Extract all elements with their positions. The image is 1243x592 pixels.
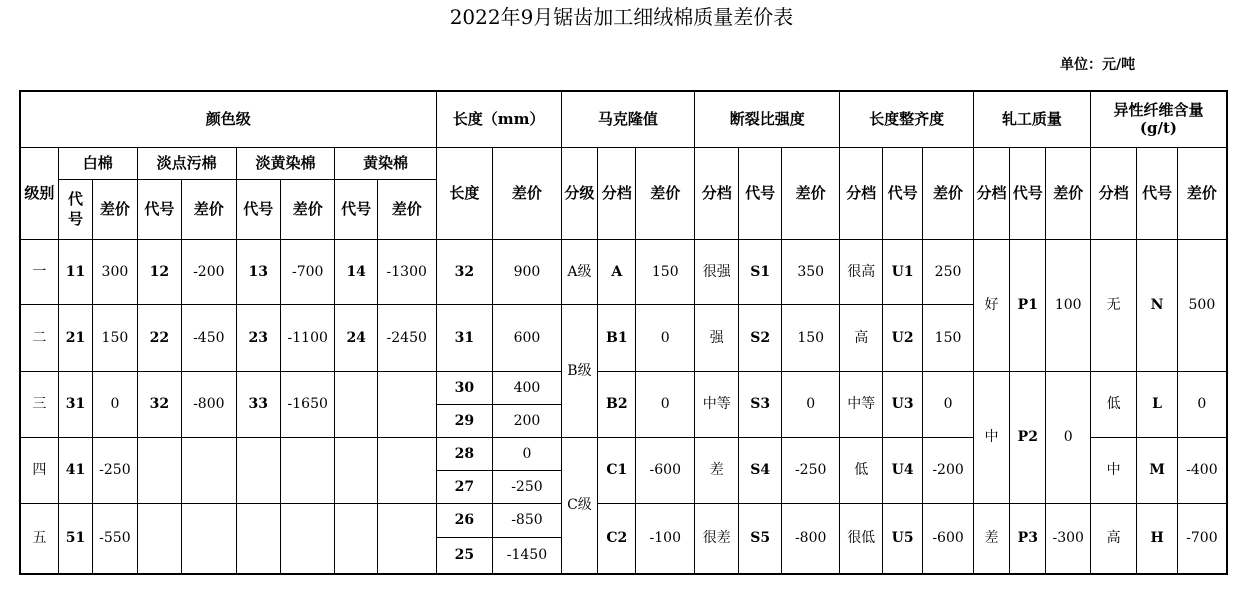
light-yellow-diff-cell: -700 — [280, 239, 335, 304]
uniformity-code-cell: U5 — [882, 503, 922, 574]
foreign-diff-cell: 0 — [1177, 371, 1227, 437]
white-diff-cell: 300 — [93, 239, 137, 304]
header-ginning: 轧工质量 — [973, 91, 1090, 147]
header-uniformity-tier: 分档 — [840, 147, 882, 239]
uniformity-diff-cell: 150 — [923, 304, 974, 371]
header-foreign-fiber-label: 异性纤维含量 — [1113, 101, 1204, 120]
strength-tier-cell: 很强 — [695, 239, 739, 304]
yellow-diff-cell — [377, 371, 436, 437]
foreign-diff-cell: -400 — [1177, 437, 1227, 503]
white-code-cell: 51 — [58, 503, 92, 574]
length-value-cell: 32 — [436, 239, 493, 304]
strength-tier-cell: 差 — [695, 437, 739, 503]
uniformity-code-cell: U4 — [882, 437, 922, 503]
price-difference-table — [19, 90, 1228, 575]
light-yellow-code-cell — [236, 437, 280, 503]
mic-grade-cell: A级 — [561, 239, 597, 304]
yellow-code-cell — [335, 437, 377, 503]
foreign-tier-cell: 无 — [1090, 239, 1136, 371]
light-yellow-diff-cell — [280, 503, 335, 574]
white-diff-cell: 0 — [93, 371, 137, 437]
yellow-diff-cell: -2450 — [377, 304, 436, 371]
strength-diff-cell: 150 — [781, 304, 840, 371]
strength-code-cell: S3 — [739, 371, 781, 437]
spot-code-cell — [137, 503, 181, 574]
uniformity-diff-cell: 250 — [923, 239, 974, 304]
header-spot-code: 代号 — [137, 179, 181, 239]
header-uniformity: 长度整齐度 — [840, 91, 973, 147]
header-foreign-fiber-unit: (g/t) — [1139, 119, 1178, 138]
header-uniformity-code: 代号 — [882, 147, 922, 239]
header-yellow-code: 代号 — [335, 179, 377, 239]
uniformity-diff-cell: -600 — [923, 503, 974, 574]
light-yellow-code-cell — [236, 503, 280, 574]
spot-code-cell — [137, 437, 181, 503]
header-strength-tier: 分档 — [695, 147, 739, 239]
strength-diff-cell: 0 — [781, 371, 840, 437]
ginning-code-cell: P3 — [1010, 503, 1046, 574]
uniformity-code-cell: U3 — [882, 371, 922, 437]
header-foreign-fiber — [1090, 91, 1227, 147]
mic-tier-cell: B2 — [598, 371, 636, 437]
header-color-grade: 颜色级 — [20, 91, 436, 147]
white-code-cell: 11 — [58, 239, 92, 304]
foreign-code-cell: L — [1137, 371, 1177, 437]
uniformity-code-cell: U2 — [882, 304, 922, 371]
strength-code-cell: S5 — [739, 503, 781, 574]
foreign-diff-cell: 500 — [1177, 239, 1227, 371]
strength-code-cell: S1 — [739, 239, 781, 304]
header-grade: 级别 — [20, 147, 58, 239]
header-foreign-tier: 分档 — [1090, 147, 1136, 239]
foreign-code-cell: M — [1137, 437, 1177, 503]
mic-tier-cell: A — [598, 239, 636, 304]
header-row-groups — [20, 91, 1227, 147]
header-strength-code: 代号 — [739, 147, 781, 239]
strength-diff-cell: 350 — [781, 239, 840, 304]
header-mic-tier: 分档 — [598, 147, 636, 239]
spot-diff-cell: -800 — [182, 371, 237, 437]
white-diff-cell: -550 — [93, 503, 137, 574]
unit-label: 单位：元/吨 — [1060, 57, 1136, 73]
header-ginning-tier: 分档 — [973, 147, 1009, 239]
length-value-cell: 31 — [436, 304, 493, 371]
ginning-tier-cell: 好 — [973, 239, 1009, 371]
mic-tier-cell: B1 — [598, 304, 636, 371]
header-length: 长度（mm） — [436, 91, 561, 147]
grade-cell: 二 — [20, 304, 58, 371]
header-mic-diff: 差价 — [636, 147, 695, 239]
header-light-yellow-diff: 差价 — [280, 179, 335, 239]
white-code-cell: 41 — [58, 437, 92, 503]
strength-tier-cell: 强 — [695, 304, 739, 371]
uniformity-diff-cell: 0 — [923, 371, 974, 437]
header-row-color-types — [20, 147, 1227, 179]
light-yellow-diff-cell: -1100 — [280, 304, 335, 371]
strength-tier-cell: 中等 — [695, 371, 739, 437]
spot-diff-cell — [182, 503, 237, 574]
header-white-diff: 差价 — [93, 179, 137, 239]
yellow-diff-cell — [377, 503, 436, 574]
length-value-cell: 27 — [436, 470, 493, 503]
mic-diff-cell: 0 — [636, 371, 695, 437]
uniformity-tier-cell: 很低 — [840, 503, 882, 574]
length-diff-cell: 0 — [493, 437, 562, 470]
header-white: 白棉 — [58, 147, 137, 179]
length-diff-cell: -850 — [493, 503, 562, 537]
header-white-code — [58, 179, 92, 239]
light-yellow-code-cell: 23 — [236, 304, 280, 371]
header-light-spot: 淡点污棉 — [137, 147, 236, 179]
foreign-tier-cell: 中 — [1090, 437, 1136, 503]
header-yellow-diff: 差价 — [377, 179, 436, 239]
length-diff-cell: 400 — [493, 371, 562, 404]
light-yellow-code-cell: 13 — [236, 239, 280, 304]
light-yellow-code-cell: 33 — [236, 371, 280, 437]
yellow-code-cell: 14 — [335, 239, 377, 304]
mic-tier-cell: C2 — [598, 503, 636, 574]
spot-diff-cell — [182, 437, 237, 503]
header-light-yellow-code: 代号 — [236, 179, 280, 239]
spot-code-cell: 22 — [137, 304, 181, 371]
header-strength-diff: 差价 — [781, 147, 840, 239]
ginning-code-cell: P2 — [1010, 371, 1046, 503]
header-light-yellow: 淡黄染棉 — [236, 147, 335, 179]
uniformity-code-cell: U1 — [882, 239, 922, 304]
header-foreign-diff: 差价 — [1177, 147, 1227, 239]
length-diff-cell: 600 — [493, 304, 562, 371]
ginning-tier-cell: 差 — [973, 503, 1009, 574]
length-value-cell: 29 — [436, 404, 493, 437]
yellow-code-cell: 24 — [335, 304, 377, 371]
length-value-cell: 26 — [436, 503, 493, 537]
ginning-diff-cell: 0 — [1046, 371, 1090, 503]
yellow-diff-cell: -1300 — [377, 239, 436, 304]
grade-cell: 四 — [20, 437, 58, 503]
spot-diff-cell: -450 — [182, 304, 237, 371]
table-row — [20, 239, 1227, 304]
grade-cell: 一 — [20, 239, 58, 304]
white-code-cell: 31 — [58, 371, 92, 437]
header-micronaire: 马克隆值 — [561, 91, 694, 147]
length-value-cell: 25 — [436, 537, 493, 574]
length-diff-cell: -250 — [493, 470, 562, 503]
header-length-value: 长度 — [436, 147, 493, 239]
mic-tier-cell: C1 — [598, 437, 636, 503]
strength-tier-cell: 很差 — [695, 503, 739, 574]
mic-diff-cell: 150 — [636, 239, 695, 304]
uniformity-tier-cell: 很高 — [840, 239, 882, 304]
grade-cell: 三 — [20, 371, 58, 437]
header-yellow: 黄染棉 — [335, 147, 436, 179]
mic-diff-cell: 0 — [636, 304, 695, 371]
uniformity-tier-cell: 中等 — [840, 371, 882, 437]
spot-diff-cell: -200 — [182, 239, 237, 304]
header-white-code-label: 代号 — [68, 190, 84, 228]
table-row — [20, 503, 1227, 537]
strength-code-cell: S4 — [739, 437, 781, 503]
mic-grade-cell: C级 — [561, 437, 597, 574]
strength-diff-cell: -250 — [781, 437, 840, 503]
header-ginning-diff: 差价 — [1046, 147, 1090, 239]
grade-cell: 五 — [20, 503, 58, 574]
white-diff-cell: -250 — [93, 437, 137, 503]
length-diff-cell: -1450 — [493, 537, 562, 574]
strength-diff-cell: -800 — [781, 503, 840, 574]
ginning-code-cell: P1 — [1010, 239, 1046, 371]
light-yellow-diff-cell: -1650 — [280, 371, 335, 437]
mic-diff-cell: -100 — [636, 503, 695, 574]
foreign-code-cell: N — [1137, 239, 1177, 371]
ginning-diff-cell: 100 — [1046, 239, 1090, 371]
strength-code-cell: S2 — [739, 304, 781, 371]
header-foreign-code: 代号 — [1137, 147, 1177, 239]
foreign-diff-cell: -700 — [1177, 503, 1227, 574]
mic-diff-cell: -600 — [636, 437, 695, 503]
ginning-diff-cell: -300 — [1046, 503, 1090, 574]
header-spot-diff: 差价 — [182, 179, 237, 239]
yellow-code-cell — [335, 371, 377, 437]
uniformity-diff-cell: -200 — [923, 437, 974, 503]
spot-code-cell: 12 — [137, 239, 181, 304]
mic-grade-cell: B级 — [561, 304, 597, 437]
light-yellow-diff-cell — [280, 437, 335, 503]
length-diff-cell: 200 — [493, 404, 562, 437]
foreign-code-cell: H — [1137, 503, 1177, 574]
foreign-tier-cell: 高 — [1090, 503, 1136, 574]
page-title: 2022年9月锯齿加工细绒棉质量差价表 — [449, 5, 794, 29]
header-strength: 断裂比强度 — [695, 91, 840, 147]
header-uniformity-diff: 差价 — [923, 147, 974, 239]
spot-code-cell: 32 — [137, 371, 181, 437]
white-code-cell: 21 — [58, 304, 92, 371]
yellow-diff-cell — [377, 437, 436, 503]
header-length-diff: 差价 — [493, 147, 562, 239]
length-value-cell: 30 — [436, 371, 493, 404]
uniformity-tier-cell: 高 — [840, 304, 882, 371]
header-ginning-code: 代号 — [1010, 147, 1046, 239]
foreign-tier-cell: 低 — [1090, 371, 1136, 437]
white-diff-cell: 150 — [93, 304, 137, 371]
length-diff-cell: 900 — [493, 239, 562, 304]
ginning-tier-cell: 中 — [973, 371, 1009, 503]
uniformity-tier-cell: 低 — [840, 437, 882, 503]
table-row — [20, 371, 1227, 404]
header-mic-grade: 分级 — [561, 147, 597, 239]
length-value-cell: 28 — [436, 437, 493, 470]
yellow-code-cell — [335, 503, 377, 574]
